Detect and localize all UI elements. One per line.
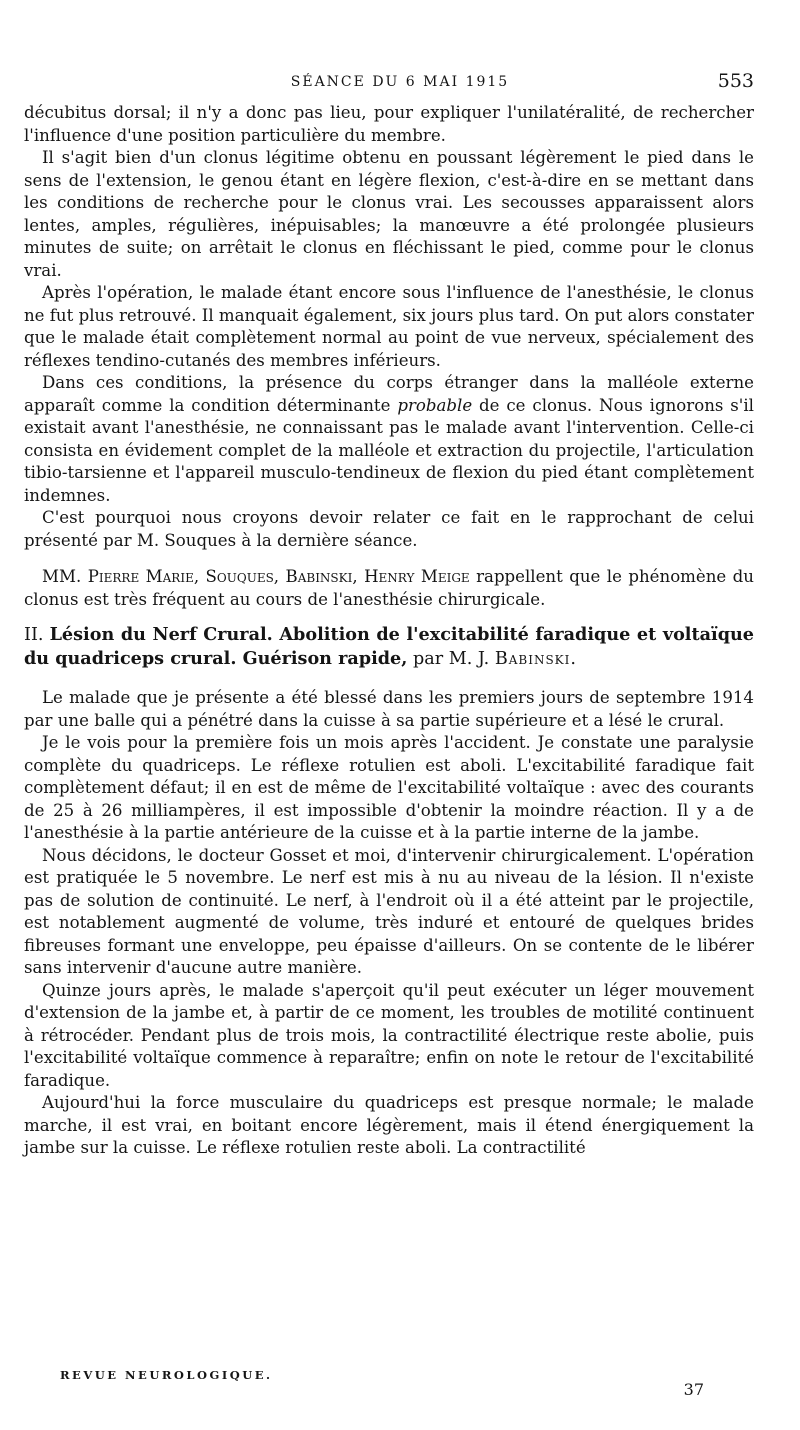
paragraph: Après l'opération, le malade étant encore sous l'influence de l'anesthésie, le clonus ne fut plus retrouvé. Il manquait également, six jours plus tard. On put alors constater que le malade était complètement normal au point de vue nerveux, spécialement des réflexes tendino-cutanés des membres inférieurs. <box>24 283 754 370</box>
section-author <box>407 649 577 669</box>
running-title: SÉANCE DU 6 MAI 1915 <box>290 74 510 90</box>
paragraph: C'est pourquoi nous croyons devoir relater ce fait en le rapprochant de celui présenté par M. Souques à la dernière séance. <box>24 508 754 550</box>
paragraph: Je le vois pour la première fois un mois après l'accident. Je constate une paralysie complète du quadriceps. Le réflexe rotulien est aboli. L'excitabilité faradique fait complètement défaut; il en est de même de l'excitabilité voltaïque : avec des courants de 25 à 26 milliampères, il est impossible d'obtenir la moindre réaction. Il y a de l'anesthésie à la partie antérieure de la cuisse et à la partie interne de la jambe. <box>24 733 754 842</box>
journal-name: REVUE NEUROLOGIQUE. <box>60 1368 273 1382</box>
page-number: 553 <box>717 70 754 92</box>
author-name: Babinski. <box>494 649 577 669</box>
paragraph: Il s'agit bien d'un clonus légitime obtenu en poussant légèrement le pied dans le sens de l'extension, le genou étant en légère flexion, c'est-à-dire en se mettant dans les conditions de recherche pour le clonus vrai. Les secousses apparaissent alors lentes, amples, régulières, inépuisables; la manœuvre a été prolongée plusieurs minutes de suite; on arrêtait le clonus en fléchissant le pied, comme pour le clonus vrai. <box>24 148 754 280</box>
paragraph: décubitus dorsal; il n'y a donc pas lieu, pour expliquer l'unilatéralité, de rechercher l'influence d'une position particulière du membre. <box>24 103 754 145</box>
paragraph <box>24 372 754 507</box>
paragraph: Quinze jours après, le malade s'aperçoit qu'il peut exécuter un léger mouvement d'extension de la jambe et, à partir de ce moment, les troubles de motilité continuent à rétrocéder. Pendant plus de trois mois, la contractilité électrique reste abolie, puis l'excitabilité voltaïque commence à reparaître; enfin on note le retour de l'excitabilité faradique. <box>24 980 754 1090</box>
discussion-paragraph <box>24 566 754 611</box>
discussion-text: rappellent que le phénomène du clonus est très fréquent au cours de l'anesthésie chirurgicale. <box>24 567 754 609</box>
paragraph: Le malade que je présente a été blessé dans les premiers jours de septembre 1914 par une balle qui a pénétré dans la cuisse à sa partie supérieure et a lésé le crural. <box>24 688 754 730</box>
paragraph-text: Dans ces conditions, la présence du corps étranger dans la malléole externe apparaît comme la condition déterminante <box>24 373 754 415</box>
author-prefix: par M. J. <box>407 649 495 669</box>
page-footer <box>60 1368 760 1398</box>
running-head <box>0 70 800 96</box>
body-text <box>24 102 754 1160</box>
paragraph-text: de ce clonus. Nous ignorons s'il existait avant l'anesthésie, ne connaissant pas le malade avant l'intervention. Celle-ci consista en évidement complet de la malléole et extraction du projectile, l'articulation tibio-tarsienne et l'appareil musculo-tendineux de flexion du pied étant complètement indemnes. <box>24 395 754 505</box>
emphasized-word: probable <box>397 395 473 415</box>
paragraph: Aujourd'hui la force musculaire du quadriceps est presque normale; le malade marche, il est vrai, en boitant encore légèrement, mais il étend énergiquement la jambe sur la cuisse. Le réflexe rotulien reste aboli. La contractilité <box>24 1093 754 1157</box>
signature-number: 37 <box>683 1380 704 1399</box>
paragraph: Nous décidons, le docteur Gosset et moi, d'intervenir chirurgicalement. L'opération est pratiquée le 5 novembre. Le nerf est mis à nu au niveau de la lésion. Il n'existe pas de solution de continuité. Le nerf, à l'endroit où il a été atteint par le projectile, est notablement augmenté de volume, très induré et entouré de quelques brides fibreuses formant une enveloppe, peu épaisse d'ailleurs. On se contente de le libérer sans intervenir d'aucune autre manière. <box>24 845 754 977</box>
discussion-prefix: MM. <box>42 567 88 586</box>
section-heading <box>24 623 754 671</box>
section-title: Lésion du Nerf Crural. Abolition de l'excitabilité faradique et voltaïque du quadriceps crural. Guérison rapide, <box>24 624 754 669</box>
discussion-names: Pierre Marie, Souques, Babinski, Henry Meige <box>87 567 470 586</box>
section-number: II. <box>24 625 50 645</box>
